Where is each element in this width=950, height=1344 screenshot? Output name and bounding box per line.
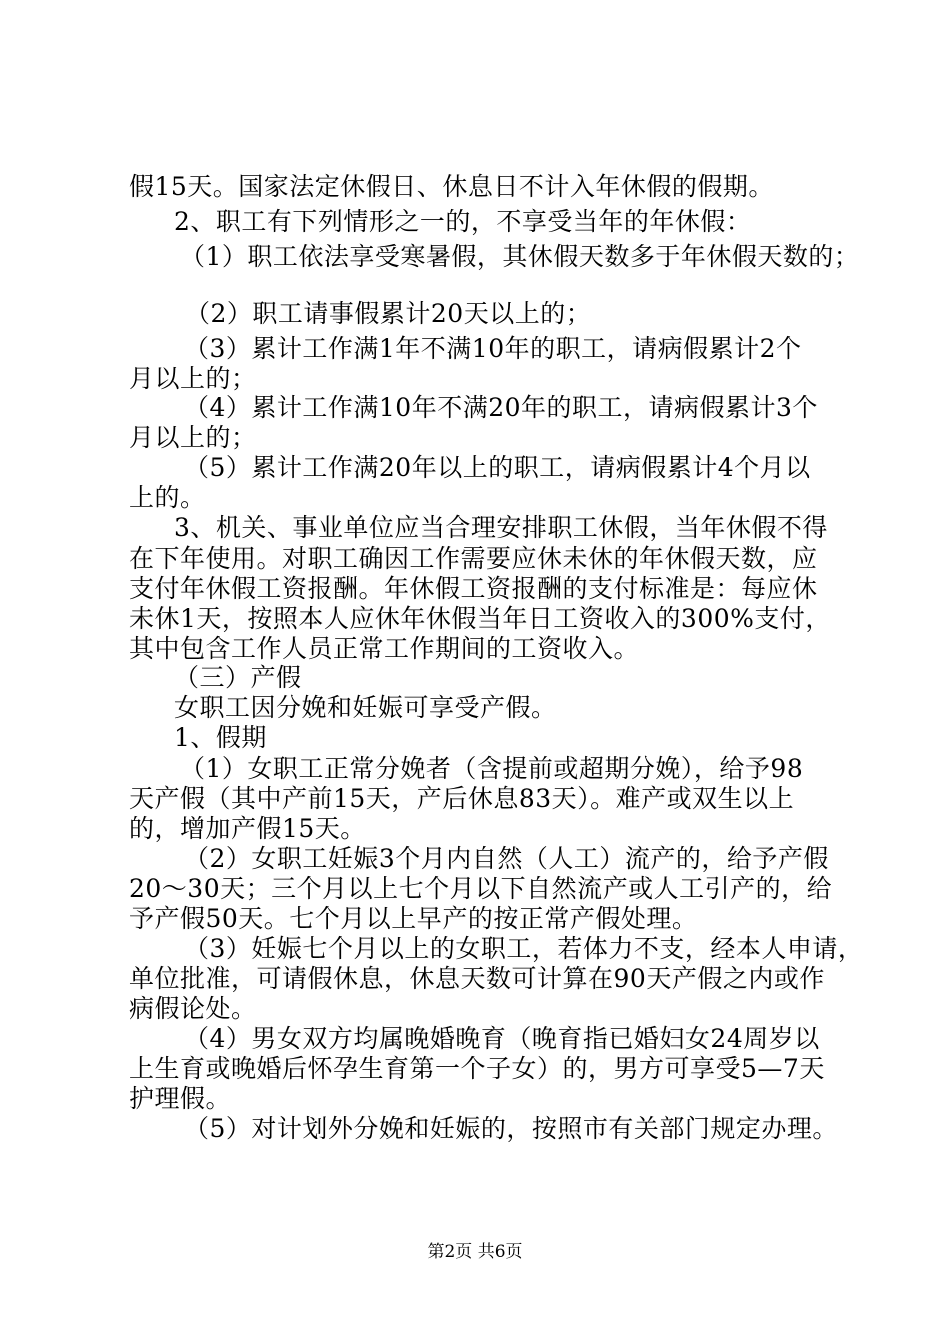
- text-line: 在下年使用。对职工确因工作需要应休未休的年休假天数，应: [129, 544, 818, 573]
- text-line: 月以上的；: [129, 423, 257, 452]
- text-line: （4）男女双方均属晚婚晚育（晚育指已婚妇女24周岁以: [184, 1024, 820, 1053]
- text-line: （1）职工依法享受寒暑假，其休假天数多于年休假天数的；: [180, 242, 860, 271]
- text-line: 2、职工有下列情形之一的，不享受当年的年休假：: [174, 207, 752, 236]
- text-line: 病假论处。: [129, 994, 257, 1023]
- text-line: （5）对计划外分娩和妊娠的，按照市有关部门规定办理。: [184, 1114, 838, 1143]
- subsection-heading: 1、假期: [174, 723, 267, 752]
- text-line: （3）累计工作满1年不满10年的职工，请病假累计2个: [184, 334, 802, 363]
- text-line: （5）累计工作满20年以上的职工，请病假累计4个月以: [184, 453, 811, 482]
- text-line: 未休1天，按照本人应休年休假当年日工资收入的300%支付，: [129, 604, 831, 633]
- text-line: 女职工因分娩和妊娠可享受产假。: [174, 693, 557, 722]
- text-line: （1）女职工正常分娩者（含提前或超期分娩），给予98: [180, 754, 804, 783]
- text-line: 假15天。国家法定休假日、休息日不计入年休假的假期。: [129, 172, 774, 201]
- text-line: 20～30天；三个月以上七个月以下自然流产或人工引产的，给: [129, 874, 833, 903]
- text-line: 上的。: [129, 483, 206, 512]
- text-line: （2）女职工妊娠3个月内自然（人工）流产的，给予产假: [184, 844, 829, 873]
- text-line: 其中包含工作人员正常工作期间的工资收入。: [129, 634, 640, 663]
- text-line: 单位批准，可请假休息，休息天数可计算在90天产假之内或作: [129, 964, 825, 993]
- text-line: 3、机关、事业单位应当合理安排职工休假，当年休假不得: [174, 513, 828, 542]
- text-line: 护理假。: [129, 1084, 232, 1113]
- text-line: 支付年休假工资报酬。年休假工资报酬的支付标准是：每应休: [129, 574, 818, 603]
- text-line: 月以上的；: [129, 364, 257, 393]
- text-line: （3）妊娠七个月以上的女职工，若体力不支，经本人申请，: [184, 934, 864, 963]
- section-heading: （三）产假: [174, 663, 302, 692]
- text-line: （4）累计工作满10年不满20年的职工，请病假累计3个: [184, 393, 818, 422]
- text-line: 予产假50天。七个月以上早产的按正常产假处理。: [129, 904, 698, 933]
- text-line: （2）职工请事假累计20天以上的；: [185, 299, 592, 328]
- text-line: 的，增加产假15天。: [129, 814, 366, 843]
- text-line: 上生育或晚婚后怀孕生育第一个子女）的，男方可享受5—7天: [129, 1054, 825, 1083]
- page-footer: 第2页 共6页: [427, 1242, 523, 1262]
- text-line: 天产假（其中产前15天，产后休息83天）。难产或双生以上: [129, 784, 795, 813]
